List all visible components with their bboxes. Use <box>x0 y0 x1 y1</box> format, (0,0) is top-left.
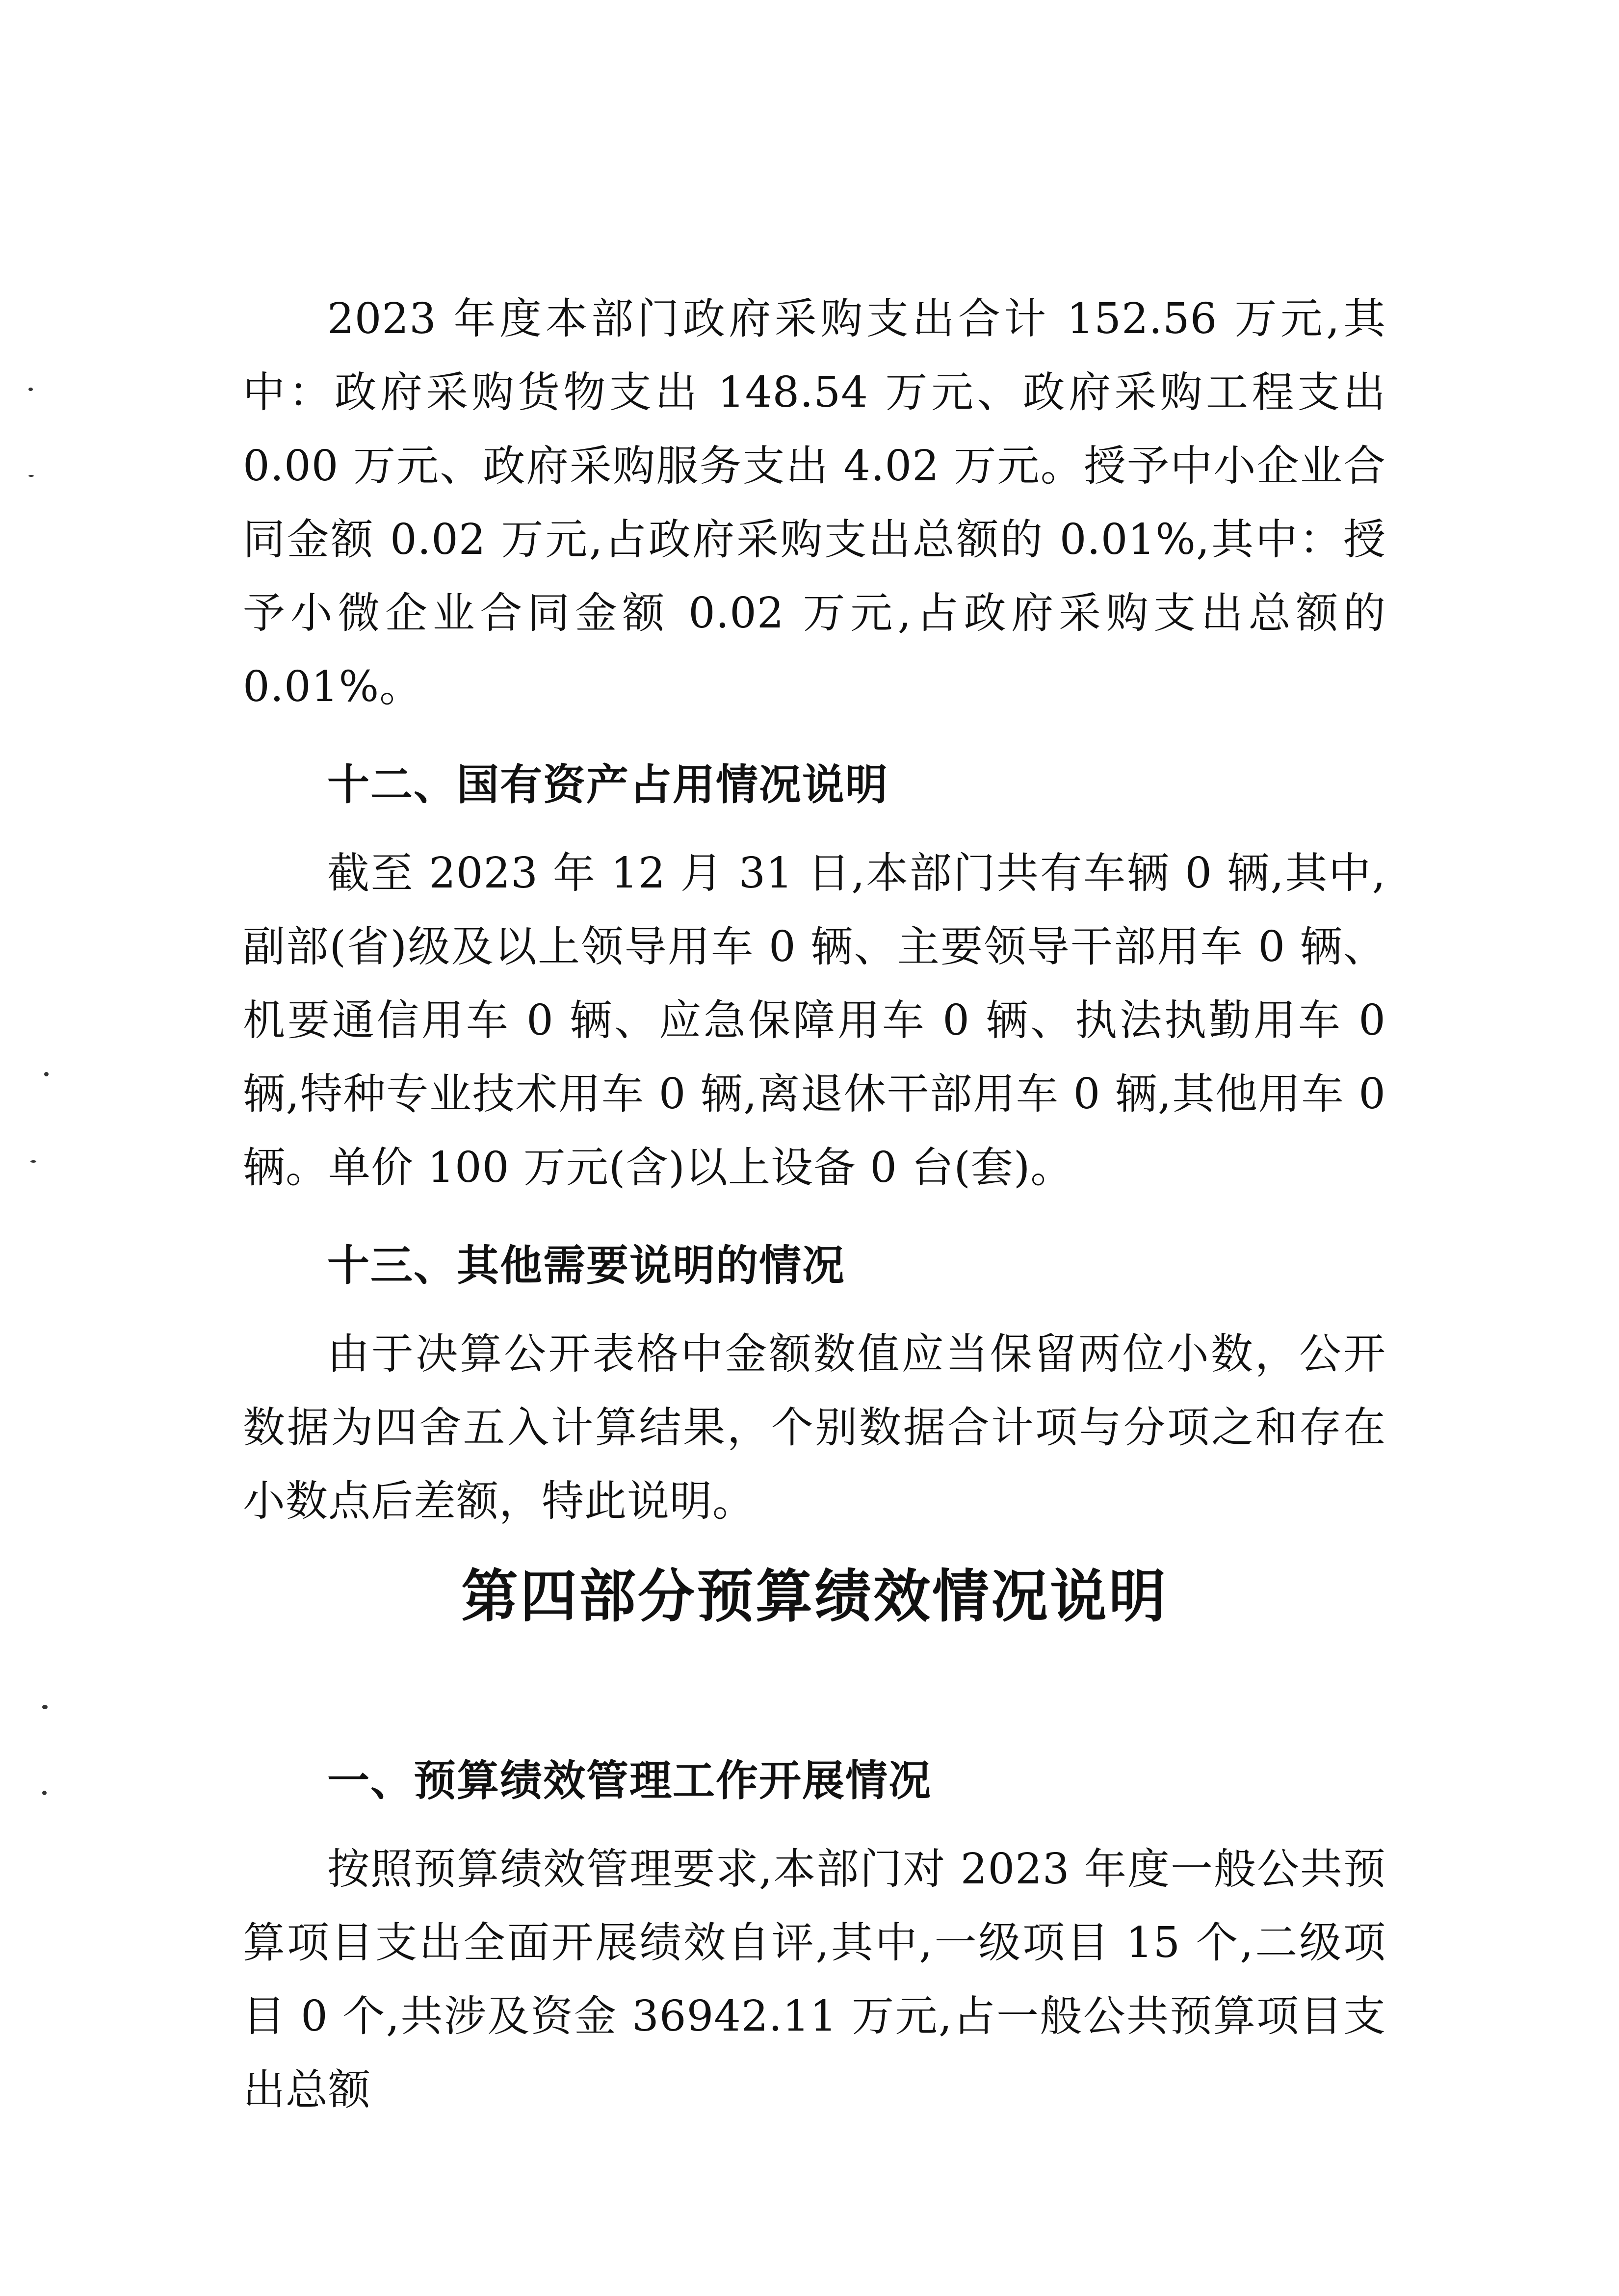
part-title: 第四部分预算绩效情况说明 <box>461 1564 1168 1630</box>
scan-speck <box>28 475 34 477</box>
scan-speck <box>44 1072 49 1076</box>
scan-speck <box>42 1791 47 1795</box>
paragraph-procurement: 2023 年度本部门政府采购支出合计 152.56 万元,其中：政府采购货物支出 148.54 万元、政府采购工程支出 0.00 万元、政府采购服务支出 4.02 万元。授予中小企业合同金额 0.02 万元,占政府采购支出总额的 0.01%,其中：授予小微企业合同金额 0.02 万元,占政府采购支出总额的 0.01%。 <box>243 294 1386 711</box>
scan-speck <box>28 388 33 391</box>
scan-speck <box>30 1160 36 1163</box>
paragraph-performance-management: 按照预算绩效管理要求,本部门对 2023 年度一般公共预算项目支出全面开展绩效自评,其中,一级项目 15 个,二级项目 0 个,共涉及资金 36942.11 万元,占一般公共预算项目支出总额 <box>243 1845 1386 2114</box>
scan-speck <box>42 1705 48 1709</box>
section-heading-other-notes: 十三、其他需要说明的情况 <box>327 1241 845 1290</box>
section-heading-performance-management: 一、预算绩效管理工作开展情况 <box>327 1756 932 1805</box>
document-body <box>243 282 1386 2127</box>
paragraph-state-assets: 截至 2023 年 12 月 31 日,本部门共有车辆 0 辆,其中,副部(省)级及以上领导用车 0 辆、主要领导干部用车 0 辆、机要通信用车 0 辆、应急保障用车 0 辆、执法执勤用车 0 辆,特种专业技术用车 0 辆,离退休干部用车 0 辆,其他用车 0 辆。单价 100 万元(含)以上设备 0 台(套)。 <box>243 849 1386 1192</box>
section-heading-state-assets: 十二、国有资产占用情况说明 <box>327 760 888 809</box>
paragraph-other-notes: 由于决算公开表格中金额数值应当保留两位小数，公开数据为四舍五入计算结果，个别数据合计项与分项之和存在小数点后差额，特此说明。 <box>243 1330 1386 1526</box>
